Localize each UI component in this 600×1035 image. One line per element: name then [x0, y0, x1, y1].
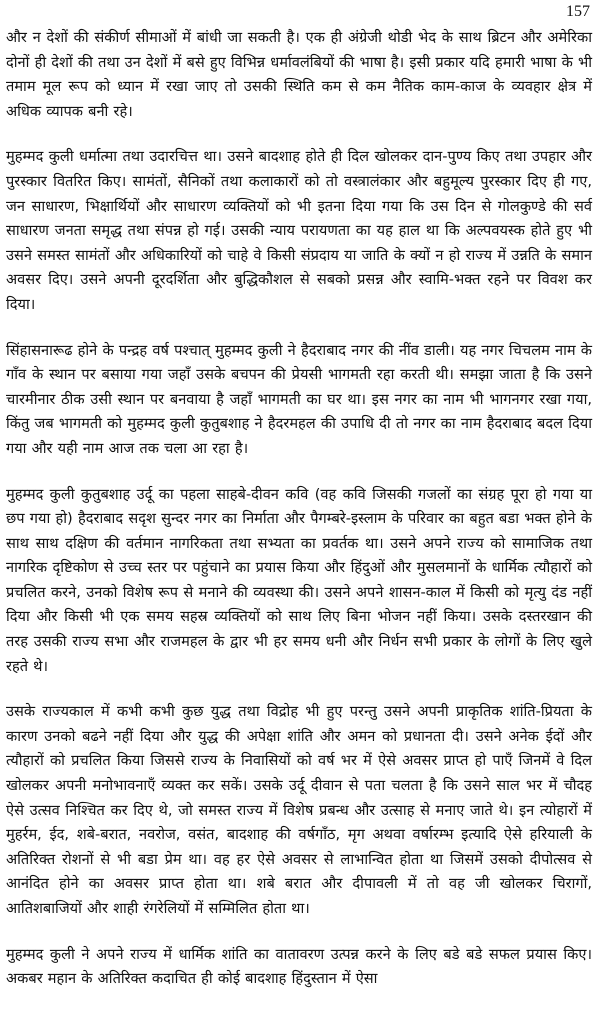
paragraph-language: और न देशों की संकीर्ण सीमाओं में बांधी जा सकती है। एक ही अंग्रेजी थोडी भेद के साथ ब्रिटन और अमेरिका दोनों ही देशों की तथा उन देशों में बसे हुए विभिन्न धर्मावलंबियों की भाषा है। इसी प्रकार यदि हमारी भाषा के भी तमाम मूल रूप को ध्यान में रखा जाए तो उसकी स्थिति कम से कम नैतिक काम-काज के व्यवहार क्षेत्र में अधिक व्यापक बनी रहे। — [6, 29, 592, 120]
paragraph-poet-and-culture: मुहम्मद कुली कुतुबशाह उर्दू का पहला साहबे-दीवन कवि (वह कवि जिसकी गजलों का संग्रह पूरा हो गया या छप गया हो) हैदराबाद सदृश सुन्दर नगर का निर्माता और पैगम्बरे-इस्लाम के परिवार का बहुत बडा भक्त होने के साथ साथ दक्षिण की वर्तमान नागरिकता तथा सभ्यता का प्रवर्तक था। उसने अपने राज्य को सामाजिक तथा नागरिक दृष्टिकोण से उच्च स्तर पर पहुंचाने का प्रयास किया और हिंदुओं और मुसलमानों के धार्मिक त्यौहारों को प्रचलित करने, उनको विशेष रूप से मनाने की व्यवस्था की। उसने अपने शासन-काल में किसी को मृत्यु दंड नहीं दिया और किसी भी एक समय सहस्र व्यक्तियों को साथ लिए बिना भोजन नहीं किया। उसके दस्तरखान की तरह उसकी राज्य सभा और राजमहल के द्वार भी हर समय धनी और निर्धन सभी प्रकार के लोगों के लिए खुले रहते थे। — [6, 485, 592, 675]
page-body — [6, 26, 592, 992]
paragraph-generosity: मुहम्मद कुली धर्मात्मा तथा उदारचित्त था। उसने बादशाह होते ही दिल खोलकर दान-पुण्य किए तथा उपहार और पुरस्कार वितरित किए। सामंतों, सैनिकों तथा कलाकारों को तो वस्त्रालंकार और बहुमूल्य पुरस्कार दिए ही गए, जन साधारण, भिक्षार्थियों और साधारण व्यक्तियों को भी इतना दिया गया कि उस दिन से गोलकुण्डे की सर्व साधारण जनता समृद्ध तथा संपन्न हो गई। उसकी न्याय परायणता का यह हाल था कि अल्पवयस्क होते हुए भी उसने समस्त सामंतों और अधिकारियों को चाहे वे किसी संप्रदाय या जाति के क्यों न हो राज्य में उन्नति के समान अवसर दिए। उसने अपनी दूरदर्शिता और बुद्धिकौशल से सबको प्रसन्न और स्वामि-भक्त रहने पर विवश कर दिया। — [6, 148, 592, 313]
page-number: 157 — [566, 3, 590, 20]
paragraph-religious-harmony: मुहम्मद कुली ने अपने राज्य में धार्मिक शांति का वातावरण उत्पन्न करने के लिए बडे बडे सफल प्रयास किए। अकबर महान के अतिरिक्त कदाचित ही कोई बादशाह हिंदुस्तान में ऐसा — [6, 945, 592, 988]
paragraph-hyderabad-founding: सिंहासनारूढ होने के पन्द्रह वर्ष पश्चात् मुहम्मद कुली ने हैदराबाद नगर की नींव डाली। यह नगर चिचलम नाम के गाँव के स्थान पर बसाया गया जहाँ उसके बचपन की प्रेयसी भागमती रहा करती थी। समझा जाता है कि उसने चारमीनार ठीक उसी स्थान पर बनवाया है जहाँ भागमती का घर था। इस नगर का नाम भी भागनगर रखा गया, किंतु जब भागमती को मुहम्मद कुली कुतुबशाह ने हैदरमहल की उपाधि दी तो नगर का नाम हैदराबाद बदल दिया गया और यही नाम आज तक चला आ रहा है। — [6, 341, 592, 457]
paragraph-festivals: उसके राज्यकाल में कभी कभी कुछ युद्ध तथा विद्रोह भी हुए परन्तु उसने अपनी प्राकृतिक शांति-प्रियता के कारण उनको बढने नहीं दिया और युद्ध की अपेक्षा शांति और अमन को प्रधानता दी। उसने अनेक ईदों और त्यौहारों को प्रचलित किया जिससे राज्य के निवासियों को वर्ष भर में ऐसे अवसर प्राप्त हो पाएँ जिनमें वे दिल खोलकर अपनी मनोभावनाएँ व्यक्त कर सकें। उसके उर्दू दीवान से पता चलता है कि उसने साल भर में चौदह ऐसे उत्सव निश्चित कर दिए थे, जो समस्त राज्य में विशेष प्रबन्ध और उत्साह से मनाए जाते थे। इन त्योहारों में मुहर्रम, ईद, शबे-बरात, नवरोज, वसंत, बादशाह की वर्षगाँठ, मृग अथवा वर्षारम्भ इत्यादि ऐसे हरियाली के अतिरिक्त रोशनों से भी बडा प्रेम था। वह हर ऐसे अवसर से लाभान्वित होता था जिसमें उसको दीपोत्सव से आनंदित होने का अवसर प्राप्त होता था। शबे बरात और दीपावली में तो वह जी खोलकर चिरागों, आतिशबाजियों और शाही रंगरेलियों में सम्मिलित होता था। — [6, 703, 592, 917]
